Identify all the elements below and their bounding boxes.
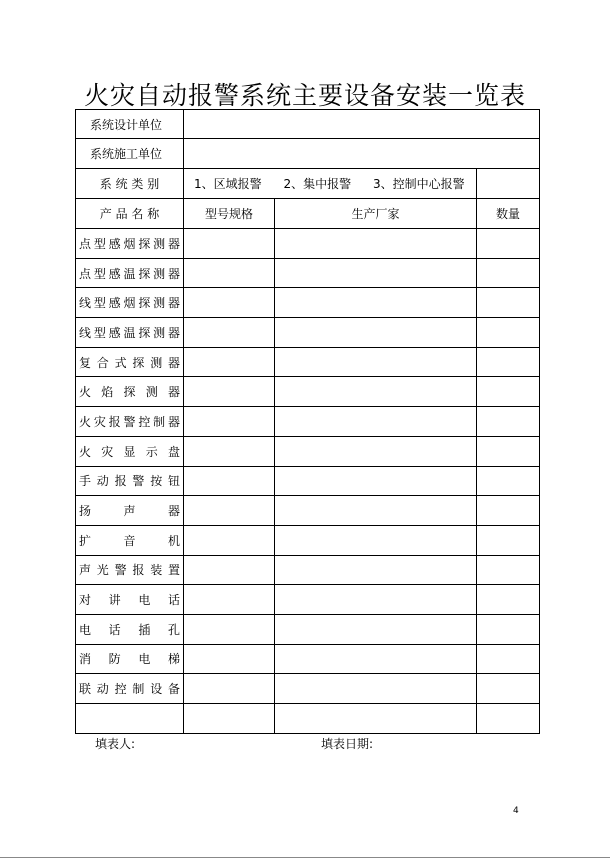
- table-row: [76, 258, 540, 288]
- equipment-table: [75, 109, 540, 734]
- design-unit-row: [76, 110, 540, 139]
- construction-unit-field[interactable]: [184, 139, 540, 169]
- table-row: [76, 704, 540, 734]
- header-row: [76, 199, 540, 229]
- table-row: [76, 585, 540, 615]
- header-product-name: 产 品 名 称: [76, 199, 184, 229]
- table-row: [76, 318, 540, 348]
- manufacturer-cell[interactable]: [275, 229, 477, 259]
- product-name-cell: 对讲电话: [76, 585, 184, 615]
- system-type-option[interactable]: 3、控制中心报警: [372, 177, 465, 191]
- product-name-cell: 火焰探测器: [76, 377, 184, 407]
- manufacturer-cell[interactable]: [275, 614, 477, 644]
- table-row: [76, 614, 540, 644]
- quantity-cell[interactable]: [477, 704, 540, 734]
- product-name-cell: 线型感温探测器: [76, 318, 184, 348]
- table-row: [76, 496, 540, 526]
- table-row: [76, 644, 540, 674]
- header-model: 型号规格: [184, 199, 275, 229]
- product-name-cell: 消防电梯: [76, 644, 184, 674]
- quantity-cell[interactable]: [477, 347, 540, 377]
- manufacturer-cell[interactable]: [275, 318, 477, 348]
- quantity-cell[interactable]: [477, 229, 540, 259]
- product-name-cell: 手动报警按钮: [76, 466, 184, 496]
- system-type-extra: [477, 169, 540, 199]
- table-row: [76, 674, 540, 704]
- model-cell[interactable]: [184, 585, 275, 615]
- model-cell[interactable]: [184, 525, 275, 555]
- table-row: [76, 229, 540, 259]
- system-type-options: [184, 169, 477, 199]
- manufacturer-cell[interactable]: [275, 407, 477, 437]
- table-row: [76, 377, 540, 407]
- manufacturer-cell[interactable]: [275, 555, 477, 585]
- product-name-cell: 线型感烟探测器: [76, 288, 184, 318]
- quantity-cell[interactable]: [477, 436, 540, 466]
- quantity-cell[interactable]: [477, 407, 540, 437]
- product-name-cell: 扬声器: [76, 496, 184, 526]
- system-type-option[interactable]: 1、区域报警: [194, 177, 262, 191]
- manufacturer-cell[interactable]: [275, 466, 477, 496]
- table-row: [76, 407, 540, 437]
- table-row: [76, 525, 540, 555]
- product-name-cell: 火灾报警控制器: [76, 407, 184, 437]
- model-cell[interactable]: [184, 407, 275, 437]
- page-number: 4: [513, 806, 519, 816]
- date-label: 填表日期:: [321, 737, 374, 751]
- manufacturer-cell[interactable]: [275, 704, 477, 734]
- model-cell[interactable]: [184, 704, 275, 734]
- quantity-cell[interactable]: [477, 258, 540, 288]
- quantity-cell[interactable]: [477, 318, 540, 348]
- product-name-cell: 联动控制设备: [76, 674, 184, 704]
- manufacturer-cell[interactable]: [275, 644, 477, 674]
- manufacturer-cell[interactable]: [275, 377, 477, 407]
- product-name-cell: 点型感烟探测器: [76, 229, 184, 259]
- construction-unit-label: 系统施工单位: [76, 139, 184, 169]
- table-row: [76, 436, 540, 466]
- table-row: [76, 347, 540, 377]
- item-rows: [76, 229, 540, 734]
- filler-label: 填表人:: [95, 737, 136, 751]
- quantity-cell[interactable]: [477, 525, 540, 555]
- model-cell[interactable]: [184, 674, 275, 704]
- design-unit-field[interactable]: [184, 110, 540, 139]
- product-name-cell: 扩音机: [76, 525, 184, 555]
- model-cell[interactable]: [184, 614, 275, 644]
- quantity-cell[interactable]: [477, 614, 540, 644]
- manufacturer-cell[interactable]: [275, 436, 477, 466]
- construction-unit-row: [76, 139, 540, 169]
- header-quantity: 数量: [477, 199, 540, 229]
- quantity-cell[interactable]: [477, 674, 540, 704]
- product-name-cell: [76, 704, 184, 734]
- quantity-cell[interactable]: [477, 585, 540, 615]
- manufacturer-cell[interactable]: [275, 288, 477, 318]
- product-name-cell: 复合式探测器: [76, 347, 184, 377]
- table-row: [76, 288, 540, 318]
- model-cell[interactable]: [184, 466, 275, 496]
- model-cell[interactable]: [184, 347, 275, 377]
- system-type-row: [76, 169, 540, 199]
- product-name-cell: 声光警报装置: [76, 555, 184, 585]
- model-cell[interactable]: [184, 377, 275, 407]
- system-type-label: 系 统 类 别: [76, 169, 184, 199]
- product-name-cell: 点型感温探测器: [76, 258, 184, 288]
- quantity-cell[interactable]: [477, 644, 540, 674]
- design-unit-label: 系统设计单位: [76, 110, 184, 139]
- manufacturer-cell[interactable]: [275, 674, 477, 704]
- model-cell[interactable]: [184, 496, 275, 526]
- model-cell[interactable]: [184, 229, 275, 259]
- quantity-cell[interactable]: [477, 555, 540, 585]
- product-name-cell: 电话插孔: [76, 614, 184, 644]
- quantity-cell[interactable]: [477, 496, 540, 526]
- quantity-cell[interactable]: [477, 288, 540, 318]
- model-cell[interactable]: [184, 258, 275, 288]
- table-row: [76, 466, 540, 496]
- model-cell[interactable]: [184, 288, 275, 318]
- product-name-cell: 火灾显示盘: [76, 436, 184, 466]
- model-cell[interactable]: [184, 555, 275, 585]
- model-cell[interactable]: [184, 644, 275, 674]
- system-type-option[interactable]: 2、集中报警: [283, 177, 352, 191]
- quantity-cell[interactable]: [477, 377, 540, 407]
- model-cell[interactable]: [184, 318, 275, 348]
- manufacturer-cell[interactable]: [275, 525, 477, 555]
- page-bottom-rule: [0, 857, 610, 858]
- page-title: 火灾自动报警系统主要设备安装一览表: [83, 81, 526, 110]
- manufacturer-cell[interactable]: [275, 496, 477, 526]
- table-row: [76, 555, 540, 585]
- header-manufacturer: 生产厂家: [275, 199, 477, 229]
- model-cell[interactable]: [184, 436, 275, 466]
- manufacturer-cell[interactable]: [275, 258, 477, 288]
- quantity-cell[interactable]: [477, 466, 540, 496]
- manufacturer-cell[interactable]: [275, 347, 477, 377]
- manufacturer-cell[interactable]: [275, 585, 477, 615]
